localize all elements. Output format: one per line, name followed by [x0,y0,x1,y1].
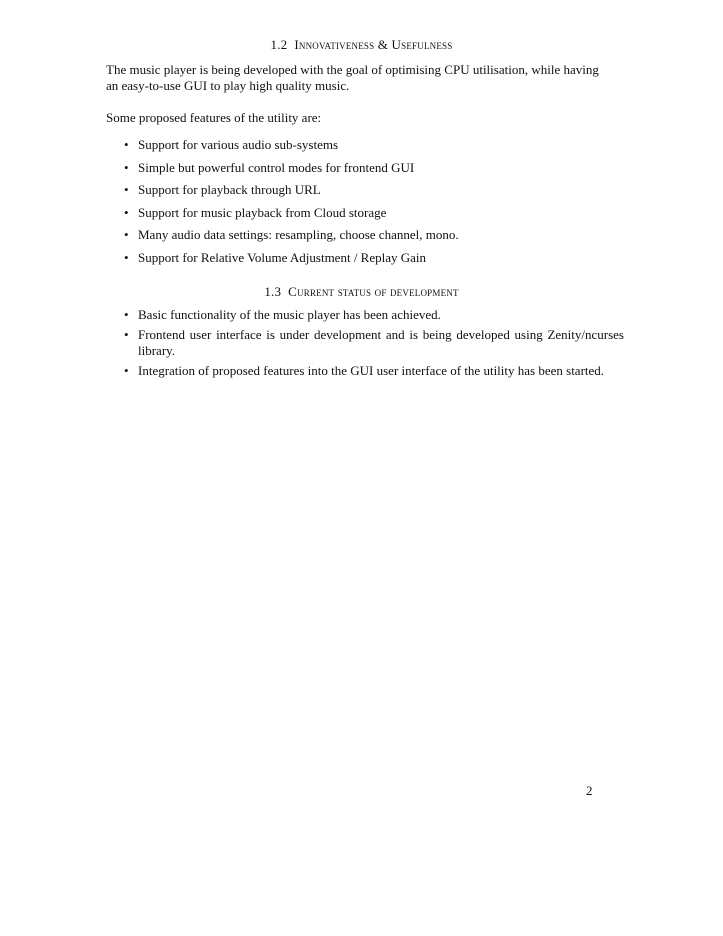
bullet-icon: • [124,326,129,342]
bullet-icon: • [124,249,129,265]
list-item: • Support for playback through URL [124,182,321,197]
list-item: • Support for Relative Volume Adjustment / Replay Gain [124,249,427,265]
page-number: 2 [586,783,593,798]
list-item: • Frontend user interface is under development and is being developed using Zenity/ncurses library. [124,326,624,358]
intro-paragraph: The music player is being developed with the goal of optimising CPU utilisation, while having an easy-to-use GUI to play high quality music. [106,62,599,93]
list-item: • Support for music playback from Cloud storage [124,204,387,220]
bullet-icon: • [124,227,129,242]
section-title: Current status of development [288,284,459,299]
section-heading-1-2 [0,37,723,53]
bullet-icon: • [124,204,129,220]
status-list [124,307,624,382]
bullet-icon: • [124,159,129,175]
features-intro: Some proposed features of the utility are: [106,110,322,125]
section-number: 1.3 [264,284,282,299]
bullet-icon: • [124,362,129,378]
bullet-icon: • [124,137,129,152]
list-item: • Integration of proposed features into the GUI user interface of the utility has been started. [124,362,605,378]
bullet-icon: • [124,182,129,197]
bullet-icon: • [124,307,129,322]
section-heading-1-3 [0,284,723,300]
list-item: • Simple but powerful control modes for frontend GUI [124,159,415,175]
list-item: • Many audio data settings: resampling, choose channel, mono. [124,227,459,242]
section-number: 1.2 [270,37,288,52]
section-title: Innovativeness & Usefulness [294,37,453,52]
list-item: • Basic functionality of the music player has been achieved. [124,307,441,322]
features-list [124,137,459,272]
list-item: • Support for various audio sub-systems [124,137,339,152]
